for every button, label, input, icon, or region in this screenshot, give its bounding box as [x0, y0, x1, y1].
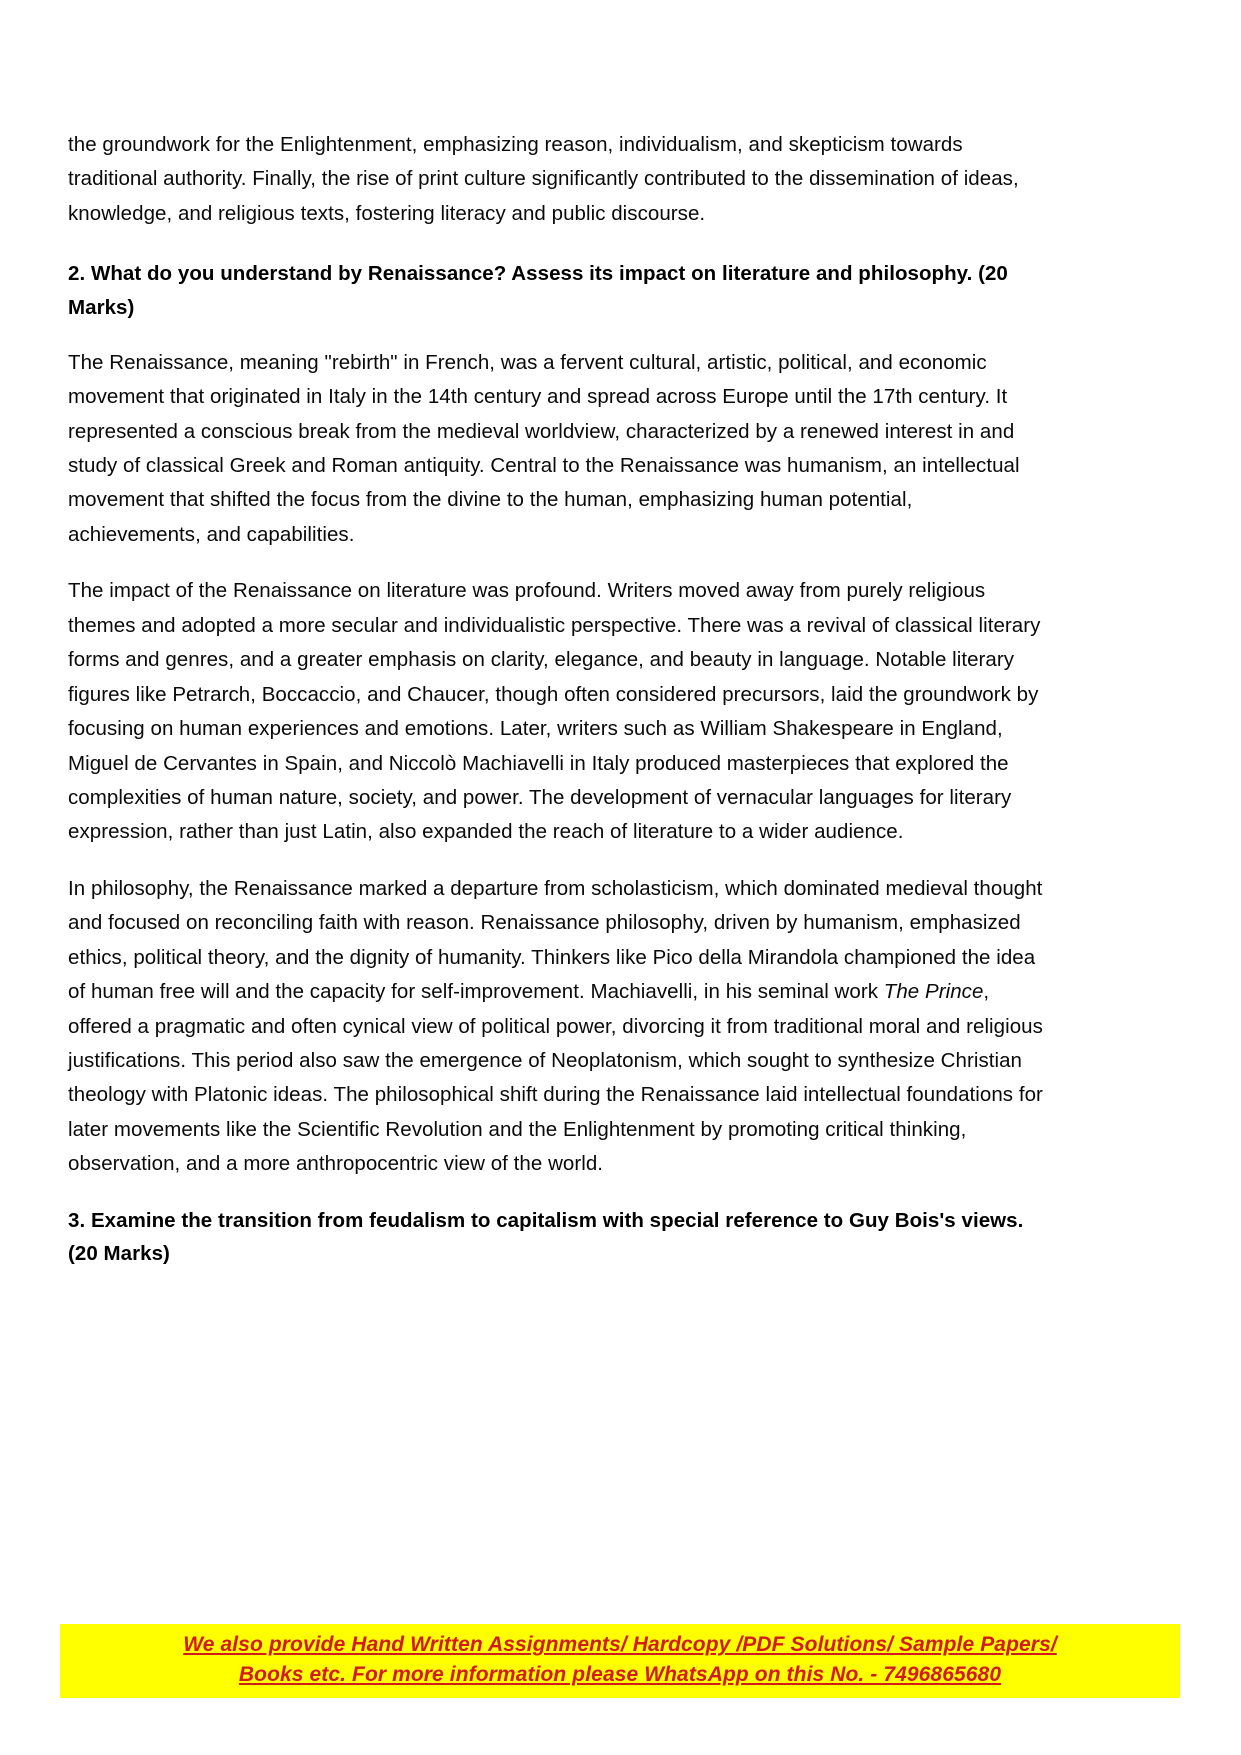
paragraph-literature-impact: The impact of the Renaissance on literature was profound. Writers moved away from purely religious themes and adopted a more secular and individualistic perspective. There was a revival of classical literary forms and genres, and a greater emphasis on clarity, elegance, and beauty in language. Notable literary figures like Petrarch, Boccaccio, and Chaucer, though often considered precursors, laid the groundwork by focusing on human experiences and emotions. Later, writers such as William Shakespeare in England, Miguel de Cervantes in Spain, and Niccolò Machiavelli in Italy produced masterpieces that explored the complexities of human nature, society, and power. The development of vernacular languages for literary expression, rather than just Latin, also expanded the reach of literature to a wider audience. — [68, 579, 1041, 844]
question-heading-2: 2. What do you understand by Renaissance? Assess its impact on literature and philosophy. (20 Marks) — [68, 262, 1008, 319]
paragraph-intro: the groundwork for the Enlightenment, emphasizing reason, individualism, and skepticism towards traditional authority. Finally, the rise of print culture significantly contributed to the dissemination of ideas, knowledge, and religious texts, fostering literacy and public discourse. — [68, 133, 1019, 225]
document-body — [68, 128, 1048, 1292]
promo-banner-line-2: Books etc. For more information please WhatsApp on this No. - 7496865680 — [238, 1662, 1002, 1686]
question-heading-3: 3. Examine the transition from feudalism to capitalism with special reference to Guy Bois's views. (20 Marks) — [68, 1208, 1024, 1265]
promo-banner — [60, 1624, 1180, 1698]
paragraph-philosophy-part-two: , offered a pragmatic and often cynical view of political power, divorcing it from traditional moral and religious justifications. This period also saw the emergence of Neoplatonism, which sought to synthesize Christian theology with Platonic ideas. The philosophical shift during the Renaissance laid intellectual foundations for later movements like the Scientific Revolution and the Enlightenment by promoting critical thinking, observation, and a more anthropocentric view of the world. — [68, 980, 1043, 1176]
promo-banner-line-1: We also provide Hand Written Assignments/ Hardcopy /PDF Solutions/ Sample Papers/ — [183, 1633, 1057, 1656]
paragraph-philosophy-impact — [68, 872, 1048, 1182]
paragraph-philosophy-part-one: In philosophy, the Renaissance marked a departure from scholasticism, which dominated medieval thought and focused on reconciling faith with reason. Renaissance philosophy, driven by humanism, emphasized ethics, political theory, and the dignity of humanity. Thinkers like Pico della Mirandola championed the idea of human free will and the capacity for self-improvement. Machiavelli, in his seminal work — [68, 876, 1043, 1004]
paragraph-renaissance-definition: The Renaissance, meaning "rebirth" in French, was a fervent cultural, artistic, political, and economic movement that originated in Italy in the 14th century and spread across Europe until the 17th century. It represented a conscious break from the medieval worldview, characterized by a renewed interest in and study of classical Greek and Roman antiquity. Central to the Renaissance was humanism, an intellectual movement that shifted the focus from the divine to the human, emphasizing human potential, achievements, and capabilities. — [68, 350, 1020, 546]
book-title-the-prince: The Prince — [883, 980, 984, 1004]
